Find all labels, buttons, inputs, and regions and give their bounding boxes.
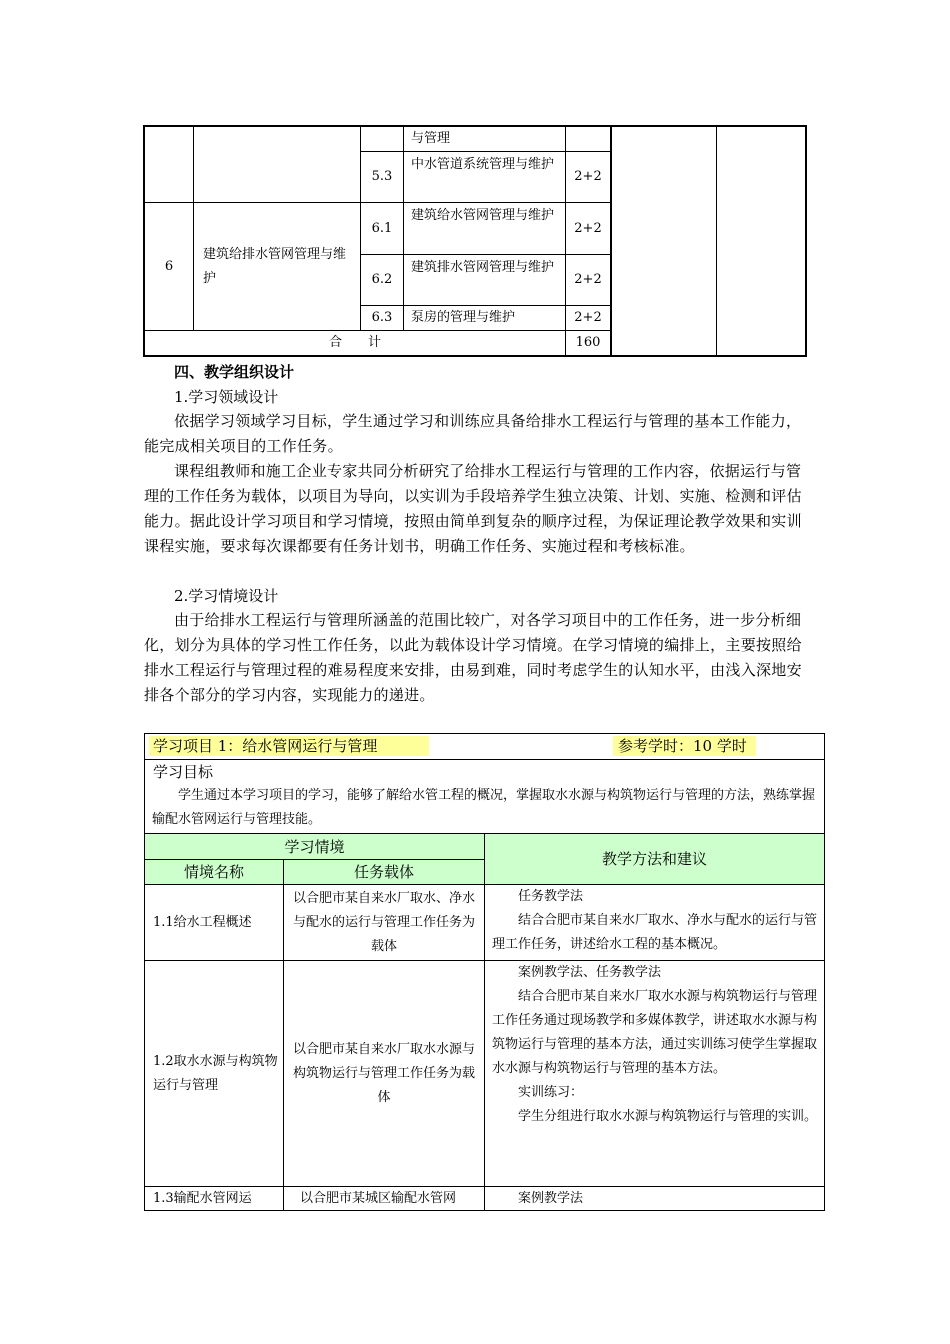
subsection-title: 2.学习情境设计	[174, 587, 279, 605]
course-item-hours: 2+2	[574, 310, 602, 325]
course-item-text: 建筑排水管网管理与维护	[411, 260, 555, 275]
course-item-hours: 2+2	[574, 272, 602, 287]
project-title: 学习项目 1：给水管网运行与管理	[153, 737, 378, 755]
total-label: 合 计	[328, 335, 381, 350]
paragraph: 课程组教师和施工企业专家共同分析研究了给排水工程运行与管理的工作内容，依据运行与管理的工作任务为载体，以项目为导向，以实训为手段培养学生独立决策、计划、实施、检测和评估能力。据此设计学习项目和学习情境，按照由简单到复杂的顺序过程，为保证理论教学效果和实训课程实施，要求每次课都要有任务计划书，明确工作任务、实施过程和考核标准。	[144, 462, 802, 555]
paragraph: 依据学习领域学习目标，学生通过学习和训练应具备给排水工程运行与管理的基本工作能力，能完成相关项目的工作任务。	[144, 412, 802, 455]
course-item-number: 6.3	[371, 310, 393, 325]
method-line: 结合合肥市某自来水厂取水、净水与配水的运行与管理工作任务，讲述给水工程的基本概况。	[492, 913, 818, 952]
header-name: 情境名称	[183, 863, 244, 881]
method-line: 案例教学法、任务教学法	[518, 965, 662, 980]
header-situation: 学习情境	[284, 837, 345, 856]
method-line: 实训练习：	[518, 1085, 584, 1100]
method-line: 结合合肥市某自来水厂取水水源与构筑物运行与管理工作任务通过现场教学和多媒体教学，讲述取水水源与构筑物运行与管理的基本方法，通过实训练习使学生掌握取水水源与构筑物运行与管理的基本方法。	[492, 989, 818, 1076]
course-item-text: 泵房的管理与维护	[411, 310, 516, 325]
task-carrier: 以合肥市某自来水厂取水、净水与配水的运行与管理工作任务为载体	[292, 890, 475, 954]
method-line: 学生分组进行取水水源与构筑物运行与管理的实训。	[518, 1109, 818, 1124]
course-item-number: 6.2	[371, 272, 393, 287]
teaching-method	[492, 961, 818, 1129]
course-item-hours: 2+2	[574, 220, 602, 236]
situation-name: 1.3输配水管网运	[153, 1191, 252, 1206]
project-number: 6	[164, 258, 174, 274]
method-line: 案例教学法	[518, 1191, 584, 1206]
course-item-text: 与管理	[411, 131, 451, 146]
situation-name: 1.2取水水源与构筑物运行与管理	[153, 1053, 278, 1093]
teaching-method	[492, 885, 818, 957]
goal-text: 学生通过本学习项目的学习，能够了解给水管工程的概况，掌握取水水源与构筑物运行与管理的方法，熟练掌握输配水管网运行与管理技能。	[152, 788, 816, 827]
subsection-title: 1.学习领域设计	[174, 388, 279, 406]
task-carrier: 以合肥市某城区输配水管网	[300, 1191, 457, 1206]
course-item-text: 中水管道系统管理与维护	[411, 157, 555, 172]
task-carrier: 以合肥市某自来水厂取水水源与构筑物运行与管理工作任务为载体	[292, 1041, 475, 1105]
situation-name: 1.1给水工程概述	[153, 914, 252, 930]
course-item-number: 6.1	[371, 220, 393, 236]
paragraph: 由于给排水工程运行与管理所涵盖的范围比较广，对各学习项目中的工作任务，进一步分析细化，划分为具体的学习性工作任务，以此为载体设计学习情境。在学习情境的编排上，主要按照给排水工程运行与管理过程的难易程度来安排，由易到难，同时考虑学生的认知水平，由浅入深地安排各个部分的学习内容，实现能力的递进。	[144, 611, 802, 704]
course-item-number: 5.3	[371, 169, 393, 184]
project-name: 建筑给排水管网管理与维护	[203, 246, 347, 286]
method-line: 任务教学法	[518, 889, 584, 904]
header-carrier: 任务载体	[353, 863, 414, 881]
teaching-method	[492, 1187, 818, 1211]
header-method: 教学方法和建议	[601, 850, 707, 868]
total-hours: 160	[575, 335, 601, 350]
course-item-hours: 2+2	[574, 169, 602, 184]
reference-hours: 参考学时：10 学时	[618, 737, 747, 755]
section-heading: 四、教学组织设计	[174, 363, 295, 381]
goal-label: 学习目标	[153, 763, 214, 781]
course-item-text: 建筑给水管网管理与维护	[411, 208, 555, 223]
